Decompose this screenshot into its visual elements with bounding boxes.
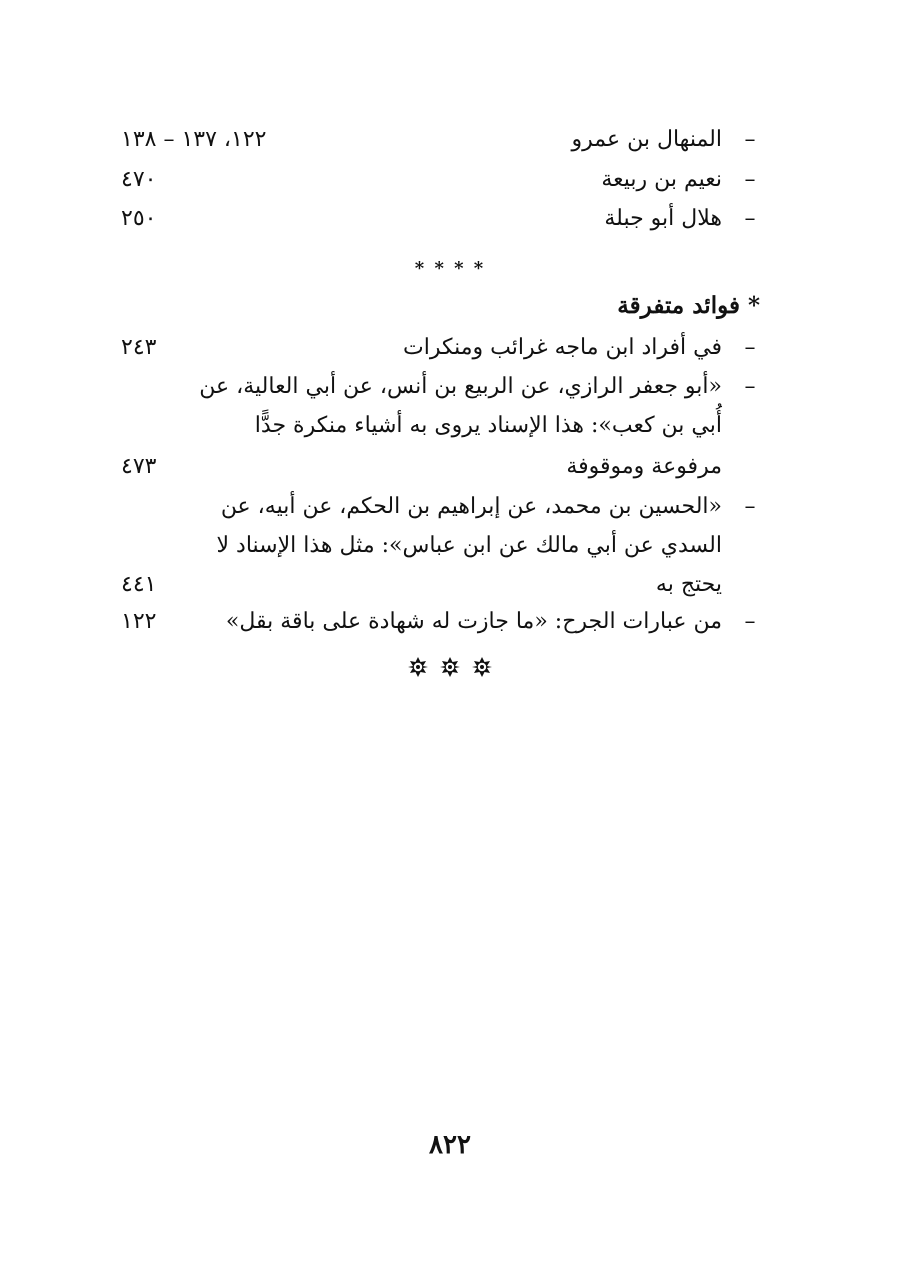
entry-text: هلال أبو جبلة — [604, 206, 722, 231]
entry-text: «أبو جعفر الرازي، عن الربيع بن أنس، عن أبي العالية، عن — [199, 374, 722, 399]
entry-text: أُبي بن كعب»: هذا الإسناد يروى به أشياء منكرة جدًّا — [254, 413, 722, 438]
entry-dash: – — [744, 374, 756, 399]
index-entry — [0, 160, 900, 200]
entry-text: في أفراد ابن ماجه غرائب ومنكرات — [403, 335, 722, 360]
entry-pages: ١٢٢ — [121, 609, 157, 634]
entry-pages: ٤٧٠ — [121, 167, 157, 192]
entry-dash: – — [744, 609, 756, 634]
entry-pages: ٢٥٠ — [121, 206, 157, 231]
index-entry — [0, 199, 900, 239]
entry-pages: ١٢٢، ١٣٧ – ١٣٨ — [121, 127, 267, 152]
index-entry — [0, 328, 900, 368]
entry-text: السدي عن أبي مالك عن ابن عباس»: مثل هذا الإسناد لا — [216, 533, 722, 558]
entry-text: يحتج به — [655, 572, 722, 597]
index-entry-line — [0, 526, 900, 566]
entry-pages: ٤٧٣ — [121, 454, 157, 479]
closing-ornaments — [0, 656, 900, 682]
entry-pages: ٢٤٣ — [121, 335, 157, 360]
entry-dash: – — [744, 494, 756, 519]
entry-pages: ٤٤١ — [121, 572, 157, 597]
page-number: ٨٢٢ — [429, 1130, 471, 1160]
entry-text: «الحسين بن محمد، عن إبراهيم بن الحكم، عن أبيه، عن — [220, 494, 722, 519]
entry-dash: – — [744, 127, 756, 152]
index-entry-line — [0, 447, 900, 487]
section-heading: * فوائد متفرقة — [617, 292, 760, 319]
entry-text: مرفوعة وموقوفة — [566, 454, 722, 479]
flower-ornament-icon — [471, 656, 493, 682]
entry-dash: – — [744, 206, 756, 231]
entry-text: المنهال بن عمرو — [571, 127, 722, 152]
index-entry-line — [0, 487, 900, 527]
entry-dash: – — [744, 335, 756, 360]
flower-ornament-icon — [407, 656, 429, 682]
index-entry-line — [0, 565, 900, 605]
index-entry — [0, 120, 900, 160]
index-entry — [0, 602, 900, 642]
index-entry-line — [0, 406, 900, 446]
section-separator: * * * * — [414, 258, 486, 279]
entry-dash: – — [744, 167, 756, 192]
index-entry-line — [0, 367, 900, 407]
entry-text: من عبارات الجرح: «ما جازت له شهادة على باقة بقل» — [225, 609, 722, 634]
flower-ornament-icon — [439, 656, 461, 682]
entry-text: نعيم بن ربيعة — [601, 167, 722, 192]
